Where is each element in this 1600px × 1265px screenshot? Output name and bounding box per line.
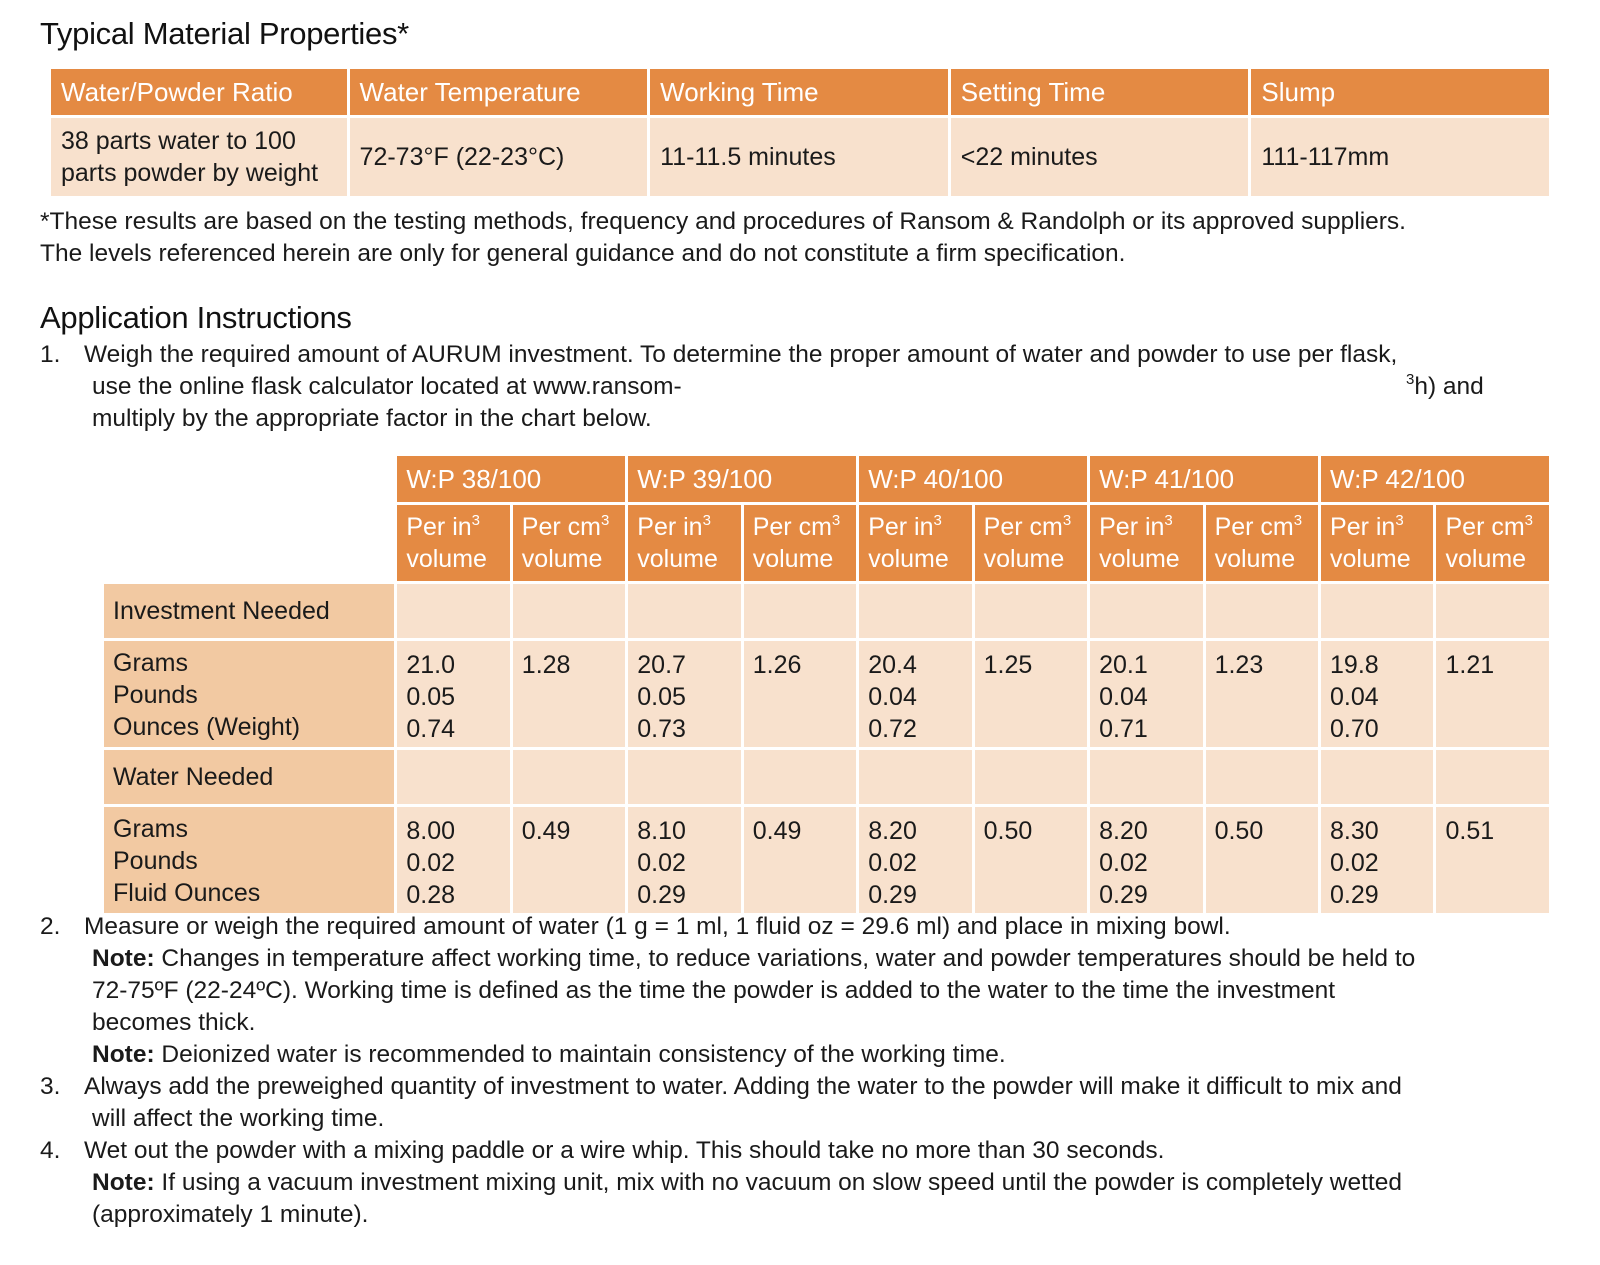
value: 0.49: [752, 817, 802, 845]
value: 0.02: [406, 849, 456, 877]
value-cell: 72-73°F (22-23°C): [350, 118, 648, 196]
value: 0.73: [637, 715, 686, 743]
value: 0.72: [868, 715, 917, 743]
empty-cell: [1090, 750, 1202, 804]
sub-header-unit: [1215, 511, 1309, 543]
header-cell: Slump: [1251, 69, 1549, 115]
value: 0.04: [868, 683, 917, 711]
section-label: Investment Needed: [104, 584, 394, 638]
value: 0.05: [406, 683, 456, 711]
header-cell: Working Time: [650, 69, 948, 115]
value-cell: [1436, 641, 1549, 747]
header-cell: Setting Time: [951, 69, 1249, 115]
properties-title: Typical Material Properties*: [40, 16, 409, 51]
empty-cell: [1206, 584, 1318, 638]
empty-cell: [513, 584, 625, 638]
row-label: Grams: [113, 649, 188, 677]
sub-header: [1206, 505, 1318, 581]
superscript: 3: [1062, 512, 1072, 529]
superscript: 3: [600, 512, 610, 529]
value: 0.04: [1099, 683, 1148, 711]
value: 1.26: [752, 651, 802, 679]
empty-cell: [397, 750, 509, 804]
value: 8.00: [406, 817, 456, 845]
value-cell: [397, 641, 509, 747]
value-cell: [397, 807, 509, 913]
sub-header: [513, 505, 625, 581]
sub-header-label: Per in: [637, 513, 703, 541]
value-cell: [744, 641, 856, 747]
value: 8.30: [1330, 817, 1379, 845]
note-text: Changes in temperature affect working time, to reduce variations, water and powder temperatures should be held to: [154, 945, 1416, 972]
header-cell: Water Temperature: [350, 69, 648, 115]
sub-header: [859, 505, 971, 581]
properties-table: [48, 66, 1552, 199]
section-label: Water Needed: [104, 750, 394, 804]
superscript: 3: [831, 512, 841, 529]
value: 1.23: [1214, 651, 1264, 679]
water-label-row: [104, 750, 1549, 804]
empty-cell: [1090, 584, 1202, 638]
sub-header-volume: volume: [868, 545, 949, 573]
value-cell: [859, 807, 971, 913]
value: 0.50: [1214, 817, 1264, 845]
empty-cell: [1321, 750, 1433, 804]
empty-cell: [628, 584, 740, 638]
investment-label-row: [104, 584, 1549, 638]
note-text: becomes thick.: [92, 1009, 256, 1036]
empty-cell: [513, 750, 625, 804]
step-1: [40, 339, 1560, 435]
value: 0.28: [406, 881, 456, 909]
sub-header-unit: [868, 511, 962, 543]
value-cell: [628, 807, 740, 913]
value: 0.29: [1099, 881, 1148, 909]
step-text: Always add the preweighed quantity of investment to water. Adding the water to the powder will make it difficult to mix and: [84, 1073, 1402, 1100]
value: 20.1: [1099, 651, 1148, 679]
sub-header: [628, 505, 740, 581]
superscript: 3: [1164, 512, 1173, 529]
instructions-title: Application Instructions: [40, 300, 352, 335]
group-header-row: [104, 456, 1549, 502]
value: 0.50: [983, 817, 1033, 845]
value-cell: [744, 807, 856, 913]
value: 21.0: [406, 651, 456, 679]
sub-header: [744, 505, 856, 581]
sub-header-label: Per cm: [521, 513, 601, 541]
empty-cell: [1436, 584, 1549, 638]
empty-cell: [859, 584, 971, 638]
investment-values-row: [104, 641, 1549, 747]
water-values-row: [104, 807, 1549, 913]
value: 0.51: [1445, 817, 1495, 845]
sub-header-label: Per cm: [1214, 513, 1294, 541]
row-label: Ounces (Weight): [113, 713, 301, 741]
step-number: 2.: [40, 913, 61, 940]
sub-header-label: Per in: [406, 513, 472, 541]
sub-header-label: Per in: [1099, 513, 1165, 541]
footnote-line: *These results are based on the testing methods, frequency and procedures of Ransom & Randolph or its approved suppliers.: [40, 208, 1406, 235]
empty-corner: [104, 456, 394, 502]
properties-value-row: [51, 118, 1549, 196]
sub-header-unit: [1445, 511, 1540, 543]
empty-cell: [1321, 584, 1433, 638]
note-text: If using a vacuum investment mixing unit, mix with no vacuum on slow speed until the powder is completely wetted: [154, 1169, 1402, 1196]
sub-header-row: [104, 505, 1549, 581]
superscript: 3: [1406, 371, 1415, 388]
sub-header-label: Per cm: [983, 513, 1063, 541]
step-number: 1.: [40, 341, 61, 368]
step-text: multiply by the appropriate factor in the chart below.: [92, 405, 652, 432]
steps-2-4: [40, 911, 1570, 1231]
superscript: 3: [471, 512, 480, 529]
step-text: use the online flask calculator located at www.ransom-: [92, 373, 682, 400]
sub-header-unit: [753, 511, 847, 543]
value: 0.05: [637, 683, 686, 711]
sub-header-volume: volume: [983, 545, 1065, 573]
sub-header: [397, 505, 509, 581]
row-labels: [104, 641, 394, 747]
row-label: Grams: [113, 815, 188, 843]
sub-header-label: Per cm: [752, 513, 832, 541]
value-cell: 11-11.5 minutes: [650, 118, 948, 196]
group-header: W:P 39/100: [628, 456, 856, 502]
sub-header-label: Per in: [868, 513, 934, 541]
value: 0.02: [637, 849, 686, 877]
step-text: will affect the working time.: [92, 1105, 385, 1132]
footnote-line: The levels referenced herein are only for general guidance and do not constitute a firm specification.: [40, 240, 1126, 267]
empty-cell: [628, 750, 740, 804]
value-cell: [1090, 807, 1202, 913]
step-number: 4.: [40, 1137, 61, 1164]
value: 1.28: [521, 651, 571, 679]
superscript: 3: [933, 512, 942, 529]
empty-cell: [744, 584, 856, 638]
value: 8.10: [637, 817, 686, 845]
group-header: W:P 40/100: [859, 456, 1087, 502]
sub-header-volume: volume: [1214, 545, 1296, 573]
group-header: W:P 38/100: [397, 456, 625, 502]
sub-header-unit: [984, 511, 1078, 543]
sub-header-volume: volume: [752, 545, 834, 573]
value: 0.29: [1330, 881, 1379, 909]
empty-cell: [744, 750, 856, 804]
value: 0.29: [868, 881, 917, 909]
sub-header-volume: volume: [637, 545, 718, 573]
footnote: [40, 206, 1406, 270]
value-cell: [1206, 641, 1318, 747]
note-text: Deionized water is recommended to maintain consistency of the working time.: [154, 1041, 1006, 1068]
value-cell: [513, 807, 625, 913]
group-header: W:P 42/100: [1321, 456, 1549, 502]
value: 8.20: [1099, 817, 1148, 845]
row-label: Pounds: [113, 847, 198, 875]
value: 0.70: [1330, 715, 1379, 743]
value-cell: [1206, 807, 1318, 913]
sub-header-unit: [637, 511, 731, 543]
sub-header-volume: volume: [406, 545, 487, 573]
sub-header: [1436, 505, 1549, 581]
sub-header-label: Per in: [1330, 513, 1396, 541]
empty-corner: [104, 505, 394, 581]
value-cell: 111-117mm: [1251, 118, 1549, 196]
value: 8.20: [868, 817, 917, 845]
value: 1.21: [1445, 651, 1495, 679]
sub-header: [1090, 505, 1202, 581]
value-cell: [975, 641, 1087, 747]
value-cell: [1090, 641, 1202, 747]
value-cell: 38 parts water to 100 parts powder by weight: [51, 118, 347, 196]
sub-header-unit: [1099, 511, 1193, 543]
sub-header-volume: volume: [1445, 545, 1527, 573]
value-cell: <22 minutes: [951, 118, 1249, 196]
value: 0.29: [637, 881, 686, 909]
value: 0.02: [868, 849, 917, 877]
value: 20.7: [637, 651, 686, 679]
row-label: Pounds: [113, 681, 198, 709]
value-cell: [513, 641, 625, 747]
value-cell: [975, 807, 1087, 913]
empty-cell: [1206, 750, 1318, 804]
empty-cell: [1436, 750, 1549, 804]
value: 0.74: [406, 715, 456, 743]
step-number: 3.: [40, 1073, 61, 1100]
factor-table: [101, 453, 1552, 916]
note-text: (approximately 1 minute).: [92, 1201, 369, 1228]
sub-header-unit: [1330, 511, 1424, 543]
properties-header-row: [51, 69, 1549, 115]
row-label: Fluid Ounces: [113, 879, 261, 907]
sub-header-volume: volume: [1099, 545, 1180, 573]
value-cell: [1321, 641, 1433, 747]
empty-cell: [397, 584, 509, 638]
value: 0.02: [1099, 849, 1148, 877]
sub-header-unit: [406, 511, 500, 543]
value: 0.71: [1099, 715, 1148, 743]
sub-header-volume: volume: [521, 545, 603, 573]
superscript: 3: [1395, 512, 1404, 529]
sub-header-label: Per cm: [1445, 513, 1525, 541]
step-text: Measure or weigh the required amount of water (1 g = 1 ml, 1 fluid oz = 29.6 ml) and place in mixing bowl.: [84, 913, 1231, 940]
note-label: Note:: [92, 945, 155, 972]
superscript: 3: [1293, 512, 1303, 529]
step-text: Weigh the required amount of AURUM investment. To determine the proper amount of water and powder to use per flask,: [84, 341, 1398, 368]
superscript: 3: [702, 512, 711, 529]
step-text: Wet out the powder with a mixing paddle or a wire whip. This should take no more than 30 seconds.: [84, 1137, 1165, 1164]
sub-header-volume: volume: [1330, 545, 1411, 573]
value-cell: [1436, 807, 1549, 913]
note-label: Note:: [92, 1041, 155, 1068]
step-text: h) and: [1414, 373, 1484, 400]
value-cell: [859, 641, 971, 747]
superscript: 3: [1524, 512, 1534, 529]
value-cell: [628, 641, 740, 747]
row-labels: [104, 807, 394, 913]
value: 0.49: [521, 817, 571, 845]
value: 20.4: [868, 651, 917, 679]
value-cell: [1321, 807, 1433, 913]
sub-header-unit: [522, 511, 616, 543]
value: 0.02: [1330, 849, 1379, 877]
sub-header: [975, 505, 1087, 581]
empty-cell: [975, 750, 1087, 804]
value: 19.8: [1330, 651, 1379, 679]
value: 0.04: [1330, 683, 1379, 711]
sub-header: [1321, 505, 1433, 581]
header-cell: Water/Powder Ratio: [51, 69, 347, 115]
empty-cell: [859, 750, 971, 804]
note-text: 72-75ºF (22-24ºC). Working time is defined as the time the powder is added to the water to the time the investment: [92, 977, 1336, 1004]
value: 1.25: [983, 651, 1033, 679]
group-header: W:P 41/100: [1090, 456, 1318, 502]
note-label: Note:: [92, 1169, 155, 1196]
empty-cell: [975, 584, 1087, 638]
